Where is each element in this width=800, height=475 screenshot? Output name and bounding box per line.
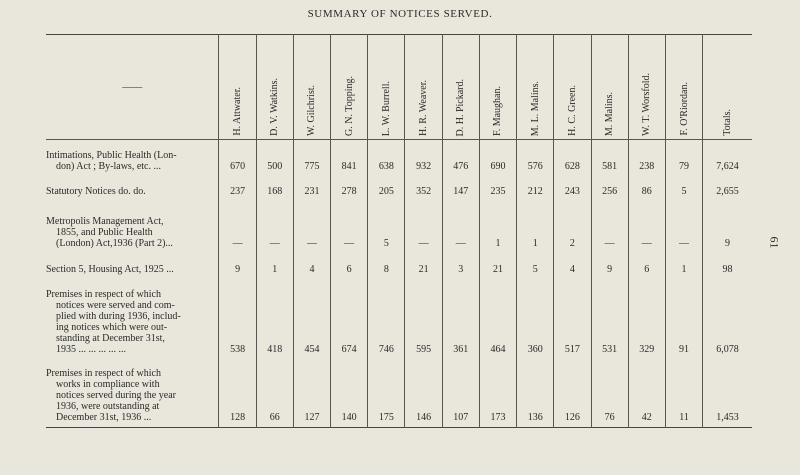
column-header — [405, 35, 442, 140]
table-row — [46, 140, 752, 177]
row-label-line: Premises in respect of which — [46, 289, 161, 300]
row-label-line: Section 5, Housing Act, 1925 ... — [46, 264, 174, 275]
table-cell: 932 — [405, 140, 442, 177]
row-label-line: Statutory Notices do. do. — [46, 186, 146, 197]
row-label-line: Intimations, Public Health (Lon- — [46, 150, 177, 161]
table-cell: 6 — [628, 253, 665, 279]
table-cell: 576 — [517, 140, 554, 177]
table-cell: 454 — [293, 279, 330, 359]
row-label-line: Premises in respect of which — [46, 367, 161, 379]
table-cell: 595 — [405, 279, 442, 359]
table-cell: — — [405, 201, 442, 253]
table-cell: 361 — [442, 279, 479, 359]
column-header — [554, 35, 591, 140]
table-cell: 42 — [628, 359, 665, 427]
table-cell: 238 — [628, 140, 665, 177]
table-cell: 21 — [405, 253, 442, 279]
table-cell: 517 — [554, 279, 591, 359]
row-total-cell: 1,453 — [703, 359, 752, 427]
column-header-label: F. O'Riordan. — [678, 82, 690, 136]
row-label — [46, 201, 219, 253]
column-header-label: D. V. Watkins. — [269, 78, 281, 136]
column-header — [479, 35, 516, 140]
table-cell: — — [442, 201, 479, 253]
row-label-line: 1935 ... ... ... ... ... — [56, 344, 126, 355]
table-cell: — — [331, 201, 368, 253]
table-cell: — — [628, 201, 665, 253]
table-cell: 128 — [219, 359, 256, 427]
row-label — [46, 176, 219, 201]
row-label — [46, 253, 219, 279]
table-cell: 746 — [368, 279, 405, 359]
table-cell: 2 — [554, 201, 591, 253]
table-cell: 147 — [442, 176, 479, 201]
table-cell: 6 — [331, 253, 368, 279]
table-cell: 140 — [331, 359, 368, 427]
table-cell: — — [219, 201, 256, 253]
table-cell: 126 — [554, 359, 591, 427]
table-cell: 91 — [665, 279, 702, 359]
table-cell: 628 — [554, 140, 591, 177]
table-row — [46, 359, 752, 427]
table-cell: 476 — [442, 140, 479, 177]
column-header-label: H. Attwater. — [232, 87, 244, 136]
column-header-label: M. L. Malins. — [529, 80, 541, 136]
row-total-cell: 2,655 — [703, 176, 752, 201]
table-cell: — — [293, 201, 330, 253]
notices-summary-table — [46, 34, 752, 428]
page-number: 61 — [767, 236, 782, 249]
row-label-line: works in compliance with — [56, 378, 160, 390]
table-row — [46, 176, 752, 201]
column-header — [219, 35, 256, 140]
row-total-cell: 98 — [703, 253, 752, 279]
table-cell: 86 — [628, 176, 665, 201]
table-cell: 1 — [517, 201, 554, 253]
table-cell: 1 — [665, 253, 702, 279]
row-label-line: December 31st, 1936 ... — [56, 411, 152, 423]
row-label — [46, 359, 219, 427]
table-cell: 21 — [479, 253, 516, 279]
table-cell: 841 — [331, 140, 368, 177]
row-label-line: notices were served and com- — [56, 300, 175, 311]
row-total-cell: 9 — [703, 201, 752, 253]
column-header-label: W. Gilchrist. — [306, 84, 318, 136]
table-cell: 175 — [368, 359, 405, 427]
column-header-label: M. Malins. — [604, 91, 616, 136]
column-header — [628, 35, 665, 140]
table-cell: — — [591, 201, 628, 253]
page-title: SUMMARY OF NOTICES SERVED. — [307, 8, 493, 20]
table-cell: 278 — [331, 176, 368, 201]
row-label-line: notices served during the year — [56, 389, 176, 401]
table-cell: 500 — [256, 140, 293, 177]
table-cell: 66 — [256, 359, 293, 427]
column-header — [442, 35, 479, 140]
table-cell: 146 — [405, 359, 442, 427]
table-body — [46, 140, 752, 428]
row-total-cell: 6,078 — [703, 279, 752, 359]
table-cell: 127 — [293, 359, 330, 427]
row-label-line: don) Act ; By-laws, etc. ... — [56, 161, 161, 172]
table-cell: 76 — [591, 359, 628, 427]
table-cell: 107 — [442, 359, 479, 427]
table-row — [46, 279, 752, 359]
table-cell: 235 — [479, 176, 516, 201]
table-cell: 1 — [256, 253, 293, 279]
table-cell: 136 — [517, 359, 554, 427]
column-header-label: Totals. — [722, 109, 734, 136]
table-cell: 4 — [554, 253, 591, 279]
table-cell: 674 — [331, 279, 368, 359]
row-label-line: 1855, and Public Health — [56, 227, 153, 238]
table-cell: 4 — [293, 253, 330, 279]
row-label-line: plied with during 1936, includ- — [56, 311, 181, 322]
table-row — [46, 201, 752, 253]
row-label-line: standing at December 31st, — [56, 333, 165, 344]
table-header-row — [46, 35, 752, 140]
table-cell: 5 — [368, 201, 405, 253]
column-header — [256, 35, 293, 140]
table-cell: 1 — [479, 201, 516, 253]
column-header — [591, 35, 628, 140]
table-cell: 173 — [479, 359, 516, 427]
column-header-label: G. N. Topping. — [343, 76, 355, 136]
table-cell: 79 — [665, 140, 702, 177]
column-header — [703, 35, 752, 140]
row-label-line: ing notices which were out- — [56, 322, 168, 333]
table-cell: 3 — [442, 253, 479, 279]
table-cell: 531 — [591, 279, 628, 359]
column-header — [293, 35, 330, 140]
table-cell: — — [665, 201, 702, 253]
table-cell: 256 — [591, 176, 628, 201]
table-cell: 638 — [368, 140, 405, 177]
table-cell: 690 — [479, 140, 516, 177]
table-cell: — — [256, 201, 293, 253]
table-cell: 9 — [591, 253, 628, 279]
column-header-label: D. H. Pickard. — [455, 78, 467, 136]
row-label — [46, 279, 219, 359]
row-label-line: (London) Act,1936 (Part 2)... — [56, 238, 173, 249]
column-header-label: H. R. Weaver. — [418, 80, 430, 136]
table-cell: 8 — [368, 253, 405, 279]
table-cell: 329 — [628, 279, 665, 359]
table-cell: 231 — [293, 176, 330, 201]
row-label — [46, 140, 219, 177]
table-cell: 5 — [665, 176, 702, 201]
row-label-line: Metropolis Management Act, — [46, 216, 164, 227]
table-cell: 775 — [293, 140, 330, 177]
table-cell: 243 — [554, 176, 591, 201]
table-cell: 237 — [219, 176, 256, 201]
table-cell: 464 — [479, 279, 516, 359]
column-header — [368, 35, 405, 140]
table-cell: 212 — [517, 176, 554, 201]
table-cell: 352 — [405, 176, 442, 201]
row-label-line: 1936, were outstanding at — [56, 400, 160, 412]
column-header — [517, 35, 554, 140]
column-header — [665, 35, 702, 140]
column-header-label: H. C. Green. — [566, 85, 578, 136]
table-cell: 670 — [219, 140, 256, 177]
header-corner: —— — [46, 35, 219, 140]
table-cell: 9 — [219, 253, 256, 279]
table-cell: 581 — [591, 140, 628, 177]
table-cell: 168 — [256, 176, 293, 201]
column-header-label: F. Maughan. — [492, 85, 504, 136]
column-header-label: W. T. Worsfold. — [641, 73, 653, 136]
table-cell: 360 — [517, 279, 554, 359]
row-total-cell: 7,624 — [703, 140, 752, 177]
table-cell: 11 — [665, 359, 702, 427]
table-cell: 205 — [368, 176, 405, 201]
table-cell: 538 — [219, 279, 256, 359]
column-header — [331, 35, 368, 140]
table-row — [46, 253, 752, 279]
column-header-label: L. W. Burrell. — [380, 80, 392, 136]
table-cell: 418 — [256, 279, 293, 359]
table-cell: 5 — [517, 253, 554, 279]
